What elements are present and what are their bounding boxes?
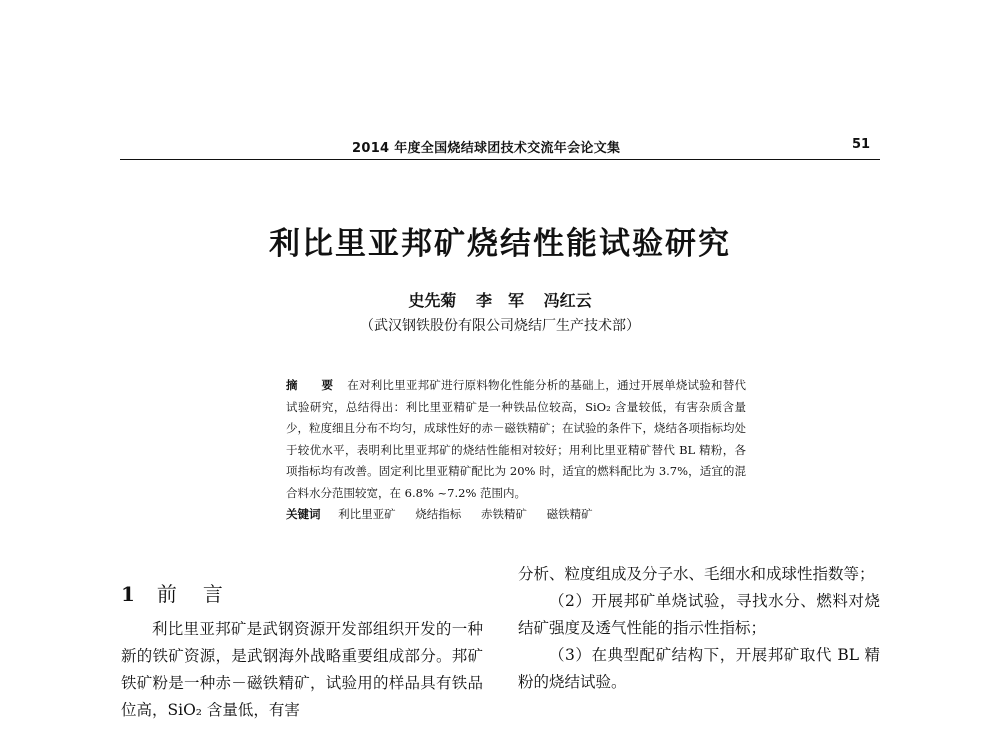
abstract-paragraph bbox=[262, 375, 746, 504]
abstract-label: 摘 要 bbox=[286, 378, 340, 392]
keyword: 磁铁精矿 bbox=[546, 507, 593, 521]
section-heading bbox=[121, 578, 249, 607]
body-paragraph: 分析、粒度组成及分子水、毛细水和成球性指数等； bbox=[518, 565, 875, 583]
body-paragraph: （3）在典型配矿结构下，开展邦矿取代 BL 精粉的烧结试验。 bbox=[518, 646, 880, 691]
paper-title: 利比里亚邦矿烧结性能试验研究 bbox=[269, 226, 731, 262]
keywords-line bbox=[262, 504, 746, 526]
keyword: 利比里亚矿 bbox=[338, 507, 396, 521]
page-number: 51 bbox=[852, 137, 871, 152]
abstract-text: 在对利比里亚邦矿进行原料物化性能分析的基础上，通过开展单烧试验和替代试验研究，总结得出：利比里亚精矿是一种铁品位较高，SiO₂ 含量较低，有害杂质含量少，粒度细且分布不均匀，成球性好的赤－磁铁精矿；在试验的条件下，烧结各项指标均处于较优水平，表明利比里亚邦矿的烧结性能相对较好；用利比里亚精矿替代 BL 精粉，各项指标均有改善。固定利比里亚精矿配比为 20% 时，适宜的燃料配比为 3.7%，适宜的混合料水分范围较宽，在 6.8% ~7.2% 范围内。 bbox=[286, 378, 747, 500]
section-number: 1 bbox=[121, 582, 135, 606]
body-paragraph: 利比里亚邦矿是武钢资源开发部组织开发的一种新的铁矿资源，是武钢海外战略重要组成部分。邦矿铁矿粉是一种赤－磁铁精矿，试验用的样品具有铁品位高，SiO₂ 含量低，有害 bbox=[121, 620, 483, 719]
keyword: 烧结指标 bbox=[415, 507, 462, 521]
author-name: 李 军 bbox=[475, 291, 524, 310]
author-name: 冯红云 bbox=[543, 291, 592, 310]
left-column bbox=[121, 616, 483, 724]
body-paragraph: （2）开展邦矿单烧试验，寻找水分、燃料对烧结矿强度及透气性能的指示性指标； bbox=[518, 592, 880, 637]
keyword: 赤铁精矿 bbox=[480, 507, 527, 521]
keywords-label: 关键词 bbox=[286, 507, 321, 521]
author-name: 史先菊 bbox=[408, 291, 457, 310]
abstract-block bbox=[262, 375, 746, 526]
header-rule bbox=[120, 159, 880, 160]
section-title: 前言 bbox=[156, 582, 249, 606]
author-list bbox=[0, 288, 1000, 311]
affiliation: （武汉钢铁股份有限公司烧结厂生产技术部） bbox=[360, 318, 640, 334]
right-column bbox=[518, 561, 880, 696]
running-header: 2014 年度全国烧结球团技术交流年会论文集 bbox=[352, 141, 621, 156]
